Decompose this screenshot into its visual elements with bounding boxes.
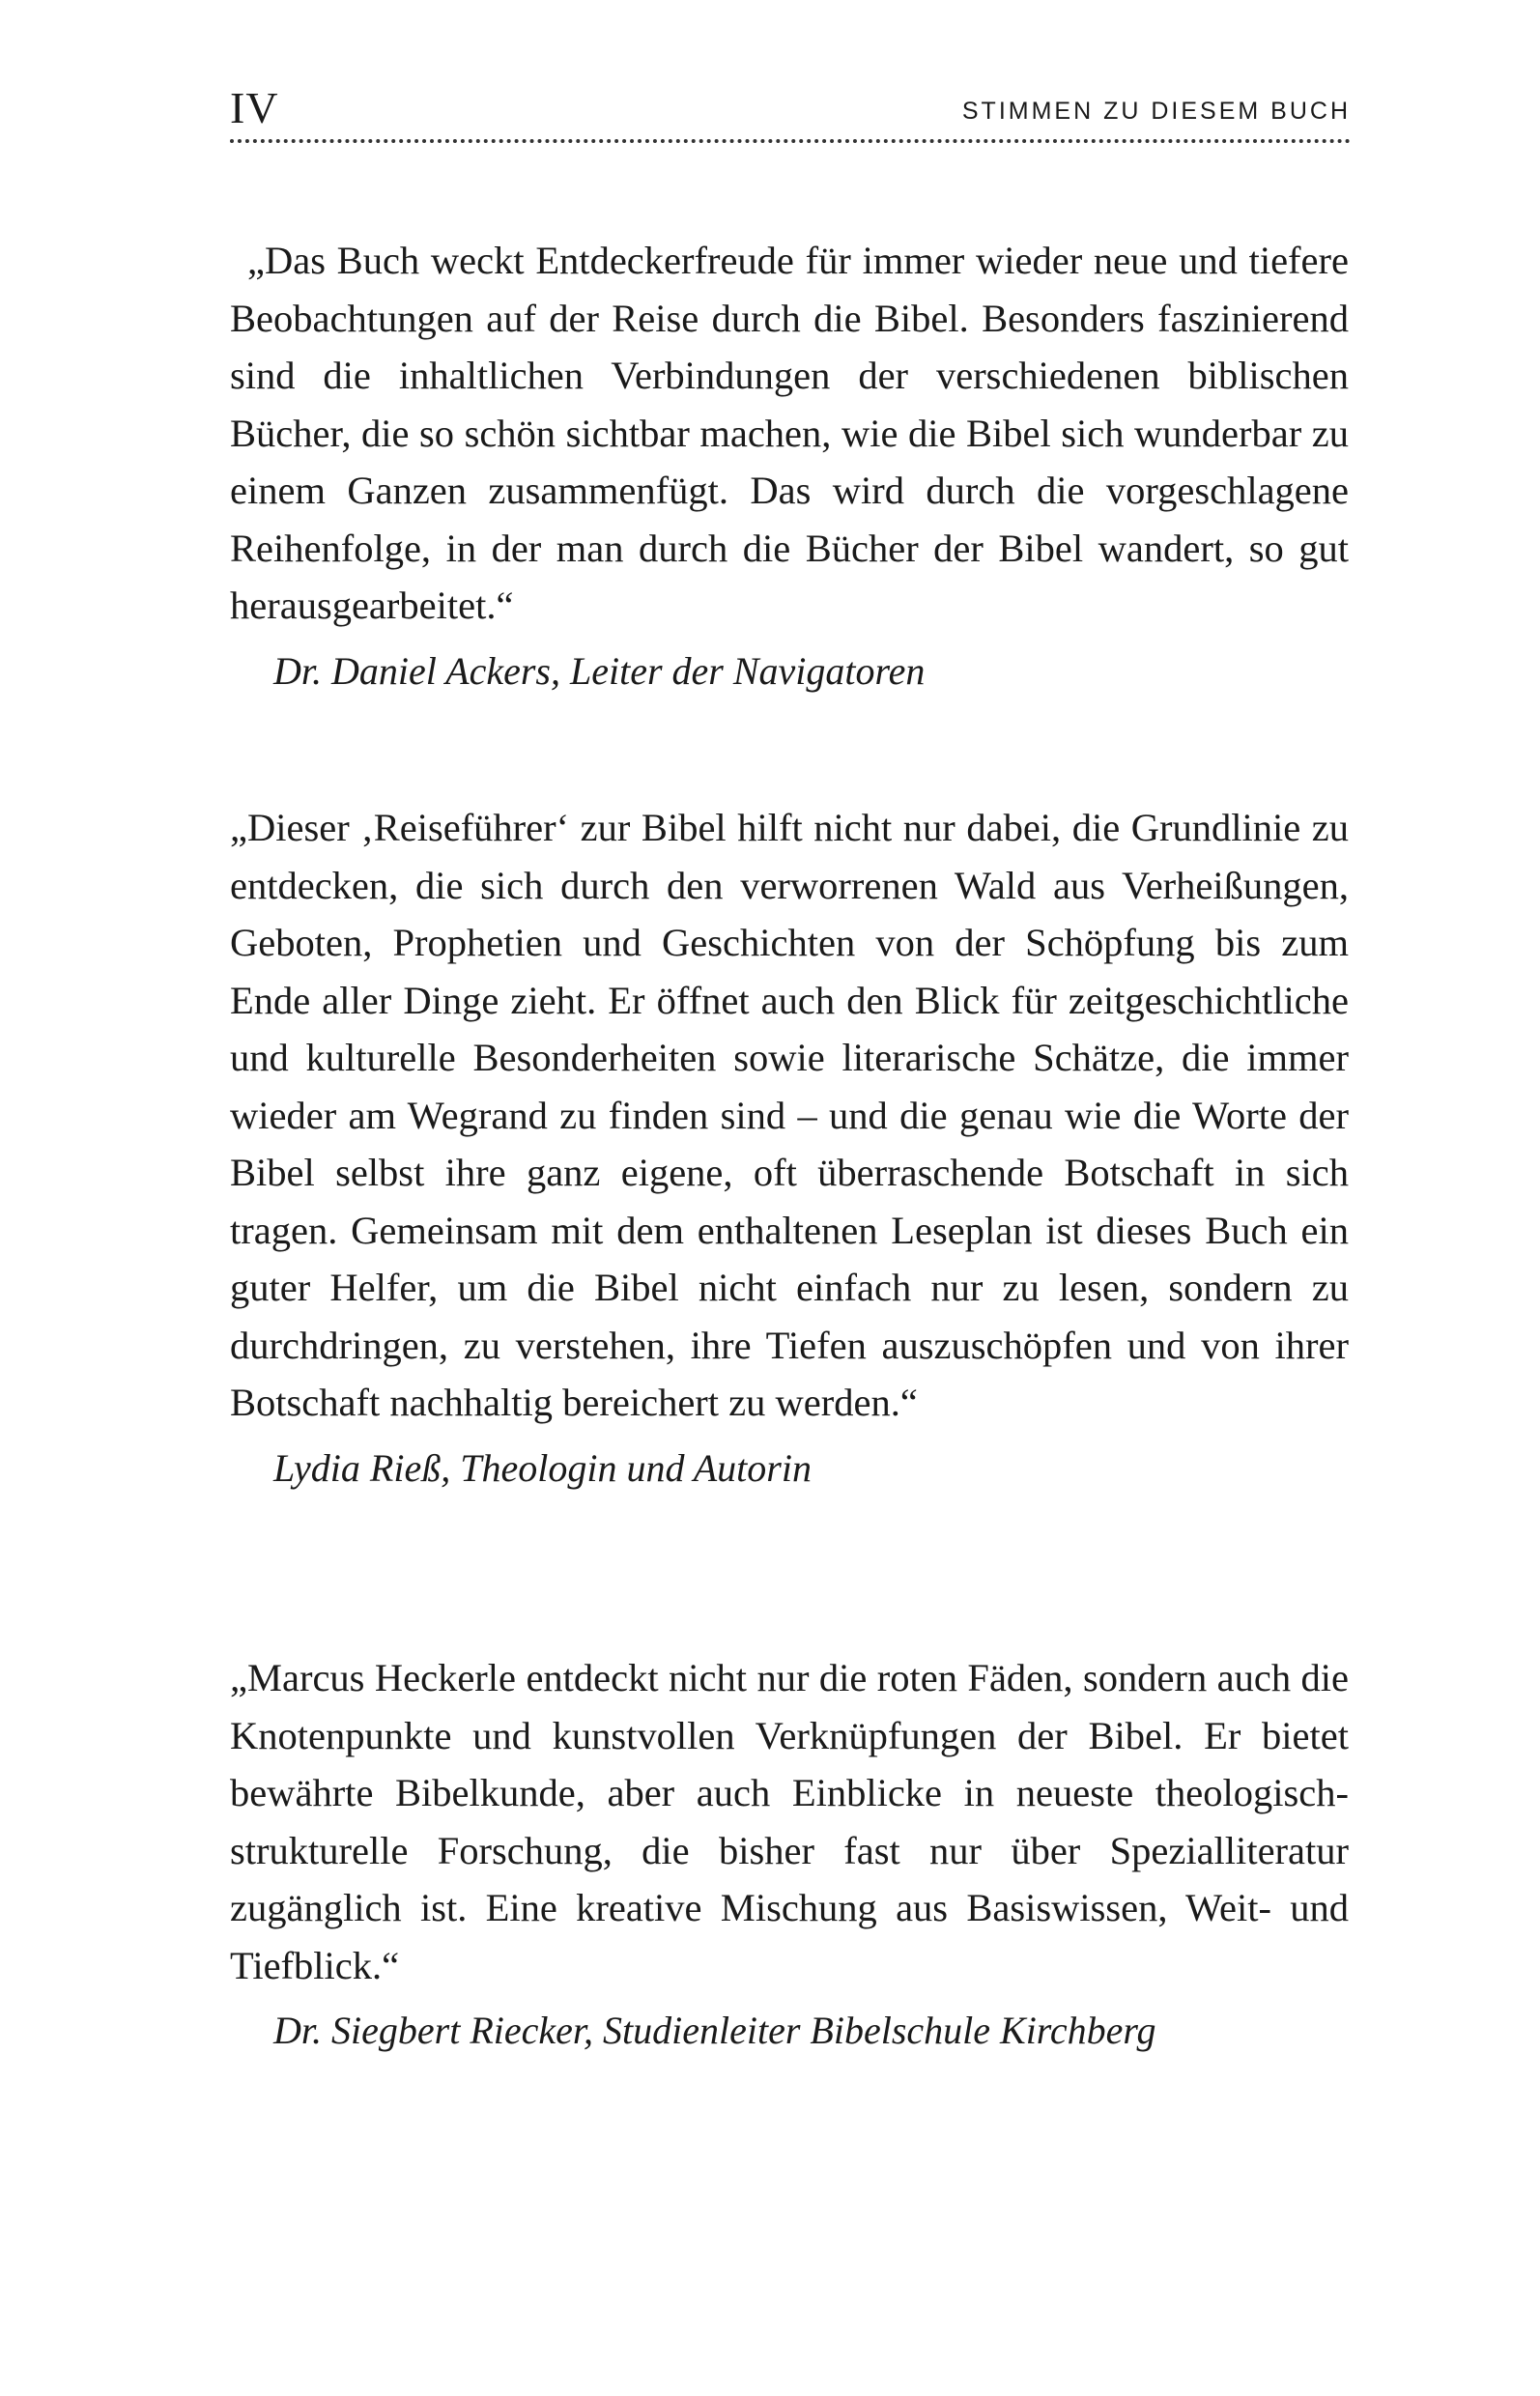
- testimonial-attribution: Lydia Rieß, Theologin und Autorin: [273, 1445, 812, 1490]
- header-dotted-rule: [230, 139, 1351, 143]
- testimonial-2: [230, 799, 1349, 1498]
- page-header: [230, 81, 1351, 139]
- testimonial-1: [230, 232, 1349, 700]
- testimonial-text: „Das Buch weckt Entdeckerfreude für immer wieder neue und tiefere Beobachtungen auf der Reise durch die Bibel. Besonders faszinierend sind die inhaltlichen Verbindungen der verschiedenen biblischen Bücher, die so schön sichtbar machen, wie die Bibel sich wunderbar zu einem Ganzen zusammenfügt. Das wird durch die vorgeschlagene Reihenfolge, in der man durch die Bücher der Bibel wandert, so gut herausgearbeitet.“: [230, 239, 1349, 627]
- testimonial-attribution: Dr. Siegbert Riecker, Studienleiter Bibelschule Kirchberg: [273, 2009, 1156, 2052]
- testimonial-attribution: Dr. Daniel Ackers, Leiter der Navigatoren: [273, 648, 926, 693]
- testimonial-3: [230, 1649, 1349, 2060]
- testimonial-text: „Marcus Heckerle entdeckt nicht nur die roten Fäden, sondern auch die Knotenpunkte und kunstvollen Verknüpfungen der Bibel. Er bietet bewährte Bibelkunde, aber auch Einblicke in neueste theologisch-strukturelle Forschung, die bisher fast nur über Spezialliteratur zugänglich ist. Eine kreative Mischung aus Basiswissen, Weit- und Tiefblick.“: [230, 1656, 1349, 1987]
- page-number: IV: [230, 83, 279, 132]
- running-head: STIMMEN ZU DIESEM BUCH: [961, 98, 1351, 125]
- testimonial-text: „Dieser ‚Reiseführer‘ zur Bibel hilft nicht nur dabei, die Grundlinie zu entdecken, die sich durch den verworrenen Wald aus Verheißungen, Geboten, Prophetien und Geschichten von der Schöpfung bis zum Ende aller Dinge zieht. Er öffnet auch den Blick für zeitgeschichtliche und kulturelle Besonderheiten sowie literarische Schätze, die immer wieder am Wegrand zu finden sind – und die genau wie die Worte der Bibel selbst ihre ganz eigene, oft überraschende Botschaft in sich tragen. Gemeinsam mit dem enthaltenen Leseplan ist dieses Buch ein guter Helfer, um die Bibel nicht einfach nur zu lesen, sondern zu durchdringen, zu verstehen, ihre Tiefen auszuschöpfen und von ihrer Botschaft nachhaltig bereichert zu werden.“: [230, 806, 1349, 1424]
